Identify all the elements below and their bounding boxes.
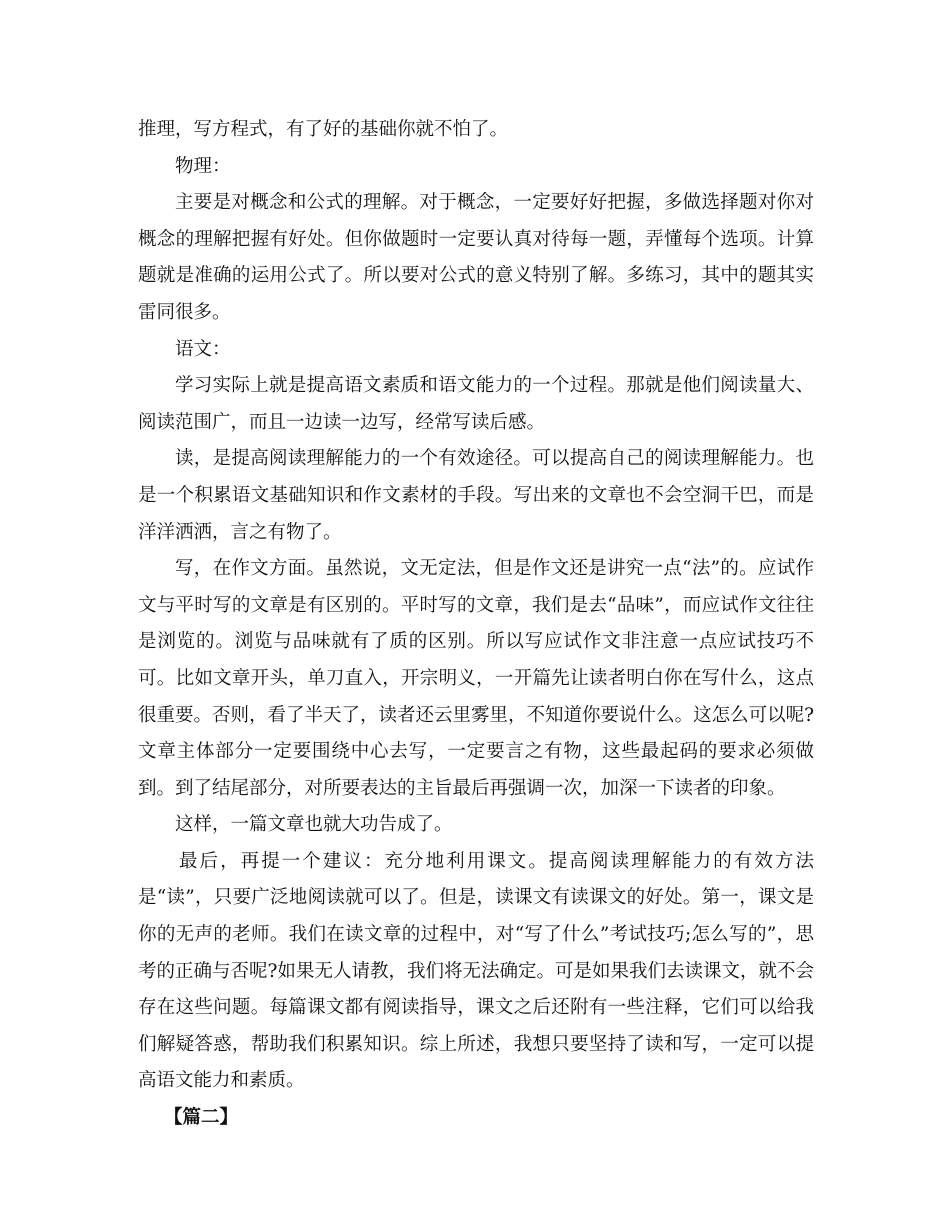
- paragraph-chinese-conclusion: 这样，一篇文章也就大功告成了。: [175, 814, 453, 836]
- paragraph-chinese-reading: 读，是提高阅读理解能力的一个有效途径。可以提高自己的阅读理解能力。也是一个积累语文基础知识和作文素材的手段。写出来的文章也不会空洞干巴，而是洋洋洒洒，言之有物了。: [138, 448, 814, 543]
- section-heading-physics: 物理：: [175, 155, 231, 177]
- paragraph-chemistry-continuation: 推理，写方程式，有了好的基础你就不怕了。: [138, 119, 509, 140]
- document-page: [138, 112, 814, 1137]
- paragraph-chinese-suggestion: 最后，再提一个建议：充分地利用课文。提高阅读理解能力的有效方法是“读”，只要广泛地阅读就可以了。但是，读课文有读课文的好处。第一，课文是你的无声的老师。我们在读文章的过程中，对“写了什么”考试技巧;怎么写的”，思考的正确与否呢?如果无人请教，我们将无法确定。可是如果我们去读课文，就不会存在这些问题。每篇课文都有阅读指导，课文之后还附有一些注释，它们可以给我们解疑答惑，帮助我们积累知识。综上所述，我想只要坚持了读和写，一定可以提高语文能力和素质。: [138, 850, 814, 1092]
- section-heading-part-two: 【篇二】: [164, 1107, 239, 1129]
- paragraph-chinese-writing: 写，在作文方面。虽然说，文无定法，但是作文还是讲究一点“法”的。应试作文与平时写的文章是有区别的。平时写的文章，我们是去“品味”，而应试作文往往是浏览的。浏览与品味就有了质的区别。所以写应试作文非注意一点应试技巧不可。比如文章开头，单刀直入，开宗明义，一开篇先让读者明白你在写什么，这点很重要。否则，看了半天了，读者还云里雾里，不知道你要说什么。这怎么可以呢?文章主体部分一定要围绕中心去写，一定要言之有物，这些最起码的要求必须做到。到了结尾部分，对所要表达的主旨最后再强调一次，加深一下读者的印象。: [138, 558, 814, 799]
- paragraph-physics: 主要是对概念和公式的理解。对于概念，一定要好好把握，多做选择题对你对概念的理解把握有好处。但你做题时一定要认真对待每一题，弄懂每个选项。计算题就是准确的运用公式了。所以要对公式的意义特别了解。多练习，其中的题其实雷同很多。: [138, 192, 814, 323]
- paragraph-chinese-intro: 学习实际上就是提高语文素质和语文能力的一个过程。那就是他们阅读量大、阅读范围广，而且一边读一边写，经常写读后感。: [138, 375, 814, 433]
- section-heading-chinese: 语文：: [175, 338, 231, 360]
